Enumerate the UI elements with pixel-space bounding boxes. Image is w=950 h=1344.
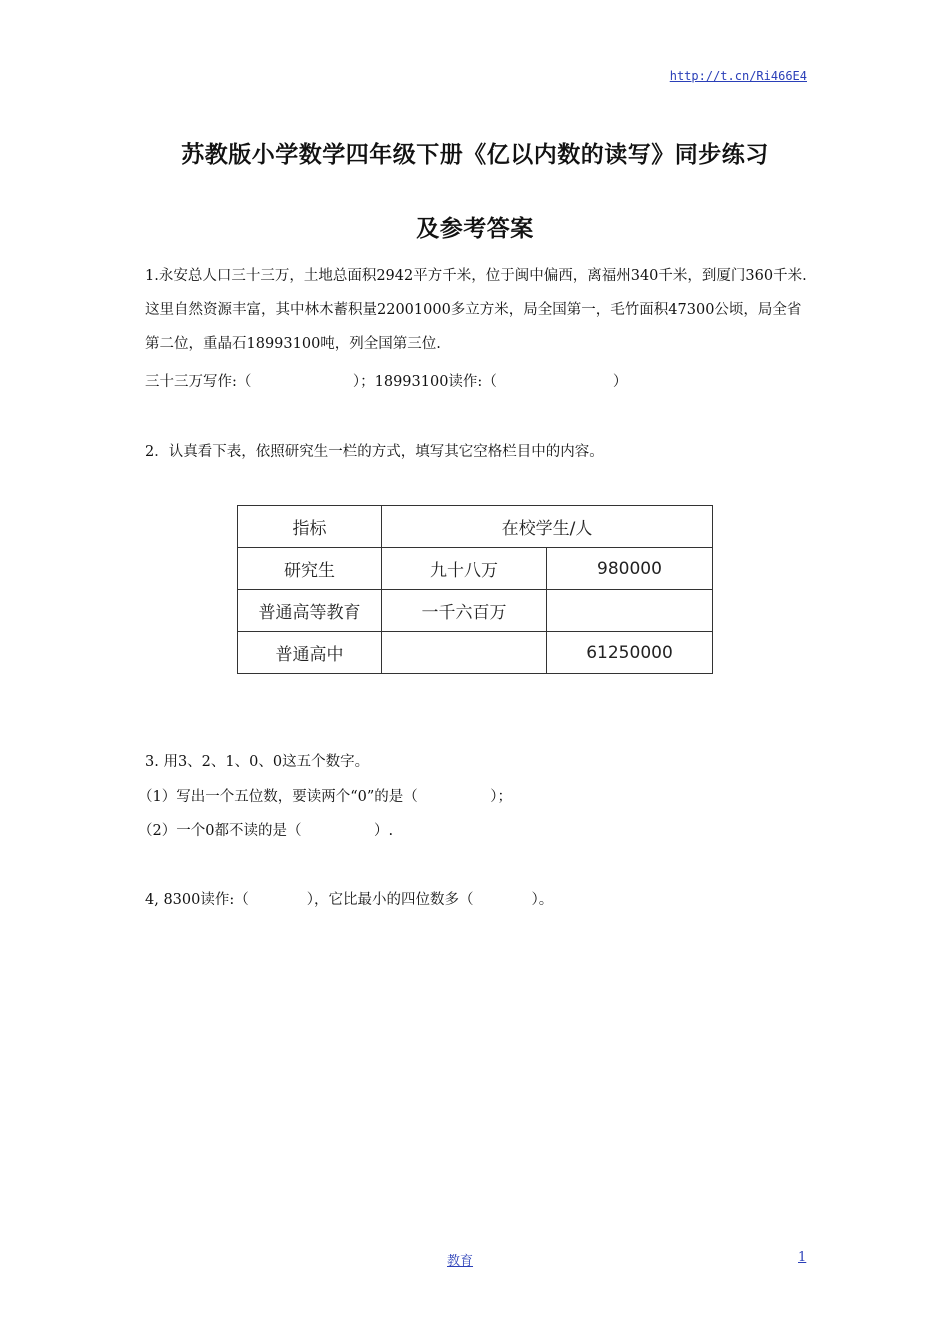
table-row: [238, 632, 713, 674]
document-title-line2: 及参考答案: [416, 216, 534, 242]
table-row: [238, 548, 713, 590]
table-row: [238, 590, 713, 632]
question-3-text: 3. 用3、2、1、0、0这五个数字。: [145, 754, 370, 770]
footer-link[interactable]: 教育: [447, 1254, 474, 1269]
table-cell: 一千六百万: [382, 590, 547, 632]
table-cell-blank: [547, 590, 713, 632]
table-cell: 研究生: [238, 548, 382, 590]
table-header-indicator: 指标: [238, 506, 382, 548]
question-1-text: 1.永安总人口三十三万，土地总面积2942平方千米，位于闽中偏西，离福州340千米，到厦门360千米.这里自然资源丰富，其中林木蓄积量22001000多立方米，局全国第一，毛竹面积47300公顷，局全省第二位，重晶石18993100吨，列全国第三位.: [145, 268, 807, 352]
question-2-text: 2．认真看下表，依照研究生一栏的方式，填写其它空格栏目中的内容。: [145, 444, 604, 460]
document-title-line1: 苏教版小学数学四年级下册《亿以内数的读写》同步练习: [181, 142, 769, 168]
table-cell: 普通高等教育: [238, 590, 382, 632]
question-1-blanks: 三十三万写作:（ ）；18993100读作:（ ）: [145, 374, 628, 390]
table-cell: 980000: [547, 548, 713, 590]
table-cell-blank: [382, 632, 547, 674]
question-4-text: 4, 8300读作:（ ），它比最小的四位数多（ ）。: [145, 892, 554, 908]
question-3-part2: （2）一个0都不读的是（ ）.: [138, 823, 394, 839]
table-header-row: [238, 506, 713, 548]
table-cell: 普通高中: [238, 632, 382, 674]
page-number: 1: [798, 1250, 807, 1265]
question-3-part1: （1）写出一个五位数，要读两个“0”的是（ ）；: [138, 789, 513, 805]
table-header-students: 在校学生/人: [382, 506, 713, 548]
table-cell: 61250000: [547, 632, 713, 674]
header-link[interactable]: http://t.cn/Ri466E4: [669, 69, 807, 83]
student-stats-table: [237, 505, 713, 674]
table-cell: 九十八万: [382, 548, 547, 590]
